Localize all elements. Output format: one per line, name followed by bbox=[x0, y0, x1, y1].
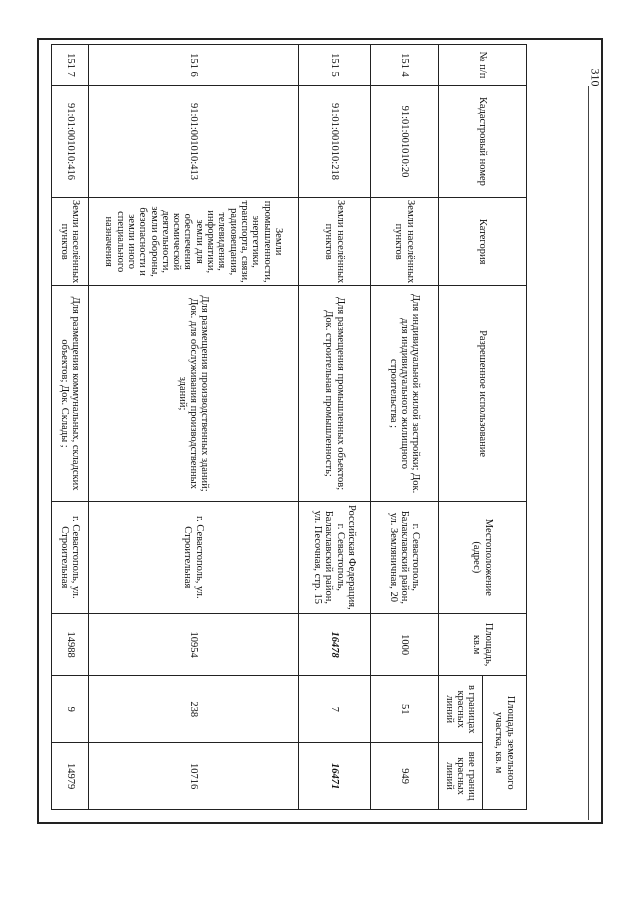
cell-area: 1000 bbox=[371, 613, 439, 675]
header-use: Разрешенное использование bbox=[439, 286, 527, 501]
header-inside: в границах красных линий bbox=[439, 676, 483, 743]
table-row bbox=[52, 45, 89, 810]
land-parcel-table bbox=[51, 44, 527, 810]
cell-cadastral: 91:01:001010:20 bbox=[371, 85, 439, 197]
cell-use: Для размещения промышленных объектов; Док. строительная промышленность; bbox=[299, 286, 371, 501]
cell-cadastral: 91:01:001010:413 bbox=[89, 85, 299, 197]
cell-cadastral: 91:01:001010:218 bbox=[299, 85, 371, 197]
cell-inside: 238 bbox=[89, 676, 299, 743]
page-number: 310 bbox=[588, 68, 603, 87]
header-location: Местоположение (адрес) bbox=[439, 501, 527, 613]
cell-outside: 949 bbox=[371, 743, 439, 810]
cell-use: Для размещения коммунальных, складских объектов; Док. Склады ; bbox=[52, 286, 89, 501]
cell-num: 151 6 bbox=[89, 45, 299, 86]
cell-area: 14988 bbox=[52, 613, 89, 675]
table-row bbox=[89, 45, 299, 810]
cell-category: Земли населённых пунктов bbox=[52, 197, 89, 285]
cell-location: г. Севастополь, ул. Строительная bbox=[52, 501, 89, 613]
cell-location: г. Севастополь, ул. Строительная bbox=[89, 501, 299, 613]
header-cadastral: Кадастровый номер bbox=[439, 85, 527, 197]
cell-use: Для индивидуальной жилой застройки; Док. для индивидуального жилищного строительства ; bbox=[371, 286, 439, 501]
cell-num: 151 4 bbox=[371, 45, 439, 86]
cell-inside: 51 bbox=[371, 676, 439, 743]
header-num: № п/п bbox=[439, 45, 527, 86]
cell-category: Земли населённых пунктов bbox=[371, 197, 439, 285]
table-row bbox=[371, 45, 439, 810]
cell-inside: 7 bbox=[299, 676, 371, 743]
header-category: Категория bbox=[439, 197, 527, 285]
header-outside: вне границ красных линий bbox=[439, 743, 483, 810]
cell-inside: 9 bbox=[52, 676, 89, 743]
cell-outside: 16471 bbox=[299, 743, 371, 810]
cell-outside: 10716 bbox=[89, 743, 299, 810]
header-area: Площадь, кв.м bbox=[439, 613, 527, 675]
cell-outside: 14979 bbox=[52, 743, 89, 810]
cell-location: Российская Федерация, г. Севастополь, Балаклавский район, ул. Песочная, стр. 15 bbox=[299, 501, 371, 613]
cell-area: 16478 bbox=[299, 613, 371, 675]
cell-cadastral: 91:01:001010:416 bbox=[52, 85, 89, 197]
cell-category: Земли промышленности, энергетики, транспорта, связи, радиовещания, телевидения, информатики, земли для обеспечения космической деятельности, земли обороны, безопасности и земли иного специального назначения bbox=[89, 197, 299, 285]
cell-category: Земли населённых пунктов bbox=[299, 197, 371, 285]
cell-num: 151 5 bbox=[299, 45, 371, 86]
header-parcel-area: Площадь земельного участка, кв. м bbox=[483, 676, 527, 810]
cell-num: 151 7 bbox=[52, 45, 89, 86]
rotated-table-wrapper bbox=[59, 44, 527, 810]
page-rule bbox=[588, 86, 589, 820]
table-row bbox=[299, 45, 371, 810]
cell-area: 10954 bbox=[89, 613, 299, 675]
cell-use: Для размещения производственных зданий; Док. для обслуживания производственных зданий; bbox=[89, 286, 299, 501]
cell-location: г. Севастополь, Балаклавский район, ул. Земляничная, 20 bbox=[371, 501, 439, 613]
